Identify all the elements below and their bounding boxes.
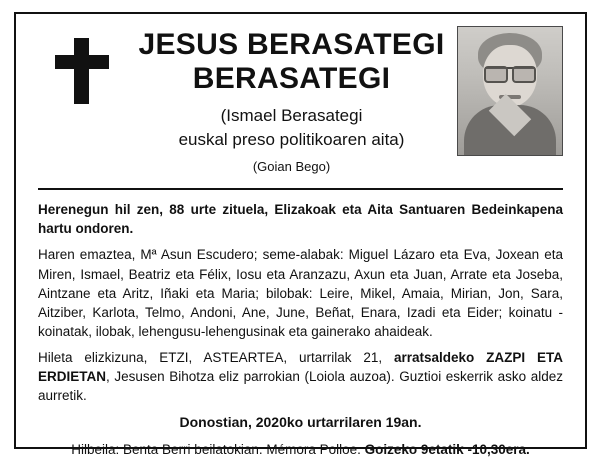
portrait-photo <box>457 26 563 156</box>
cross-column <box>38 24 126 104</box>
latin-cross-icon <box>55 38 109 104</box>
deceased-name-line-1: JESUS BERASATEGI <box>138 28 445 61</box>
horizontal-divider <box>38 188 563 190</box>
photo-column <box>457 24 563 156</box>
title-column <box>132 24 451 174</box>
funeral-text-part-2: , Jesusen Bihotza eliz parrokian (Loiola auzoa). Guztioi eskerrik asko aldez aurretik. <box>38 369 563 404</box>
wake-line <box>38 440 563 459</box>
survivors-paragraph: Haren emaztea, Mª Asun Escudero; seme-alabak: Miguel Lázaro eta Eva, Joxean eta Miren, Ismael, Beatriz eta Félix, Iosu eta Aranzazu, Axun eta Juan, Arrate eta Joseba, Aintzane eta Aritz, Iñaki eta Maria; bilobak: Leire, Mikel, Amaia, Mirian, Jon, Sara, Aitziber, Karlota, Telmo, Andoni, Ane, June, Beñat, Enara, Izadi eta Eider; koinatu -koinatak, ilobak, lehengusu-lehengusinak eta gainerako ahaideak. <box>38 247 563 339</box>
death-announcement-paragraph: Herenegun hil zen, 88 urte zituela, Elizakoak eta Aita Santuaren Bedeinkapena hartu ondoren. <box>38 202 563 237</box>
notice-inner <box>20 18 581 459</box>
wake-text-part-1: Hilbeila: Benta Berri beilatokian. Mémora Polloe. <box>71 441 365 457</box>
wake-hours-bold: Goizeko 9etatik -10,30era. <box>364 441 530 457</box>
deceased-name-line-2: BERASATEGI <box>192 61 391 95</box>
funeral-text-part-1: Hileta elizkizuna, ETZI, ASTEARTEA, urtarrilak 21, <box>38 350 394 366</box>
funeral-time-bold: arratsaldeko ZAZPI ETA ERDIETAN <box>38 350 564 385</box>
portrait-illustration <box>458 27 562 155</box>
relation-subtitle-line-1: (Ismael Berasategi <box>220 106 363 126</box>
notice-body <box>38 200 563 459</box>
blessing-text: (Goian Bego) <box>252 159 331 175</box>
relation-subtitle <box>132 105 451 152</box>
funeral-paragraph <box>38 348 563 405</box>
notice-header <box>38 24 563 174</box>
relation-subtitle-line-2: euskal preso politikoaren aita) <box>178 130 405 150</box>
place-date-line: Donostian, 2020ko urtarrilaren 19an. <box>179 413 422 430</box>
